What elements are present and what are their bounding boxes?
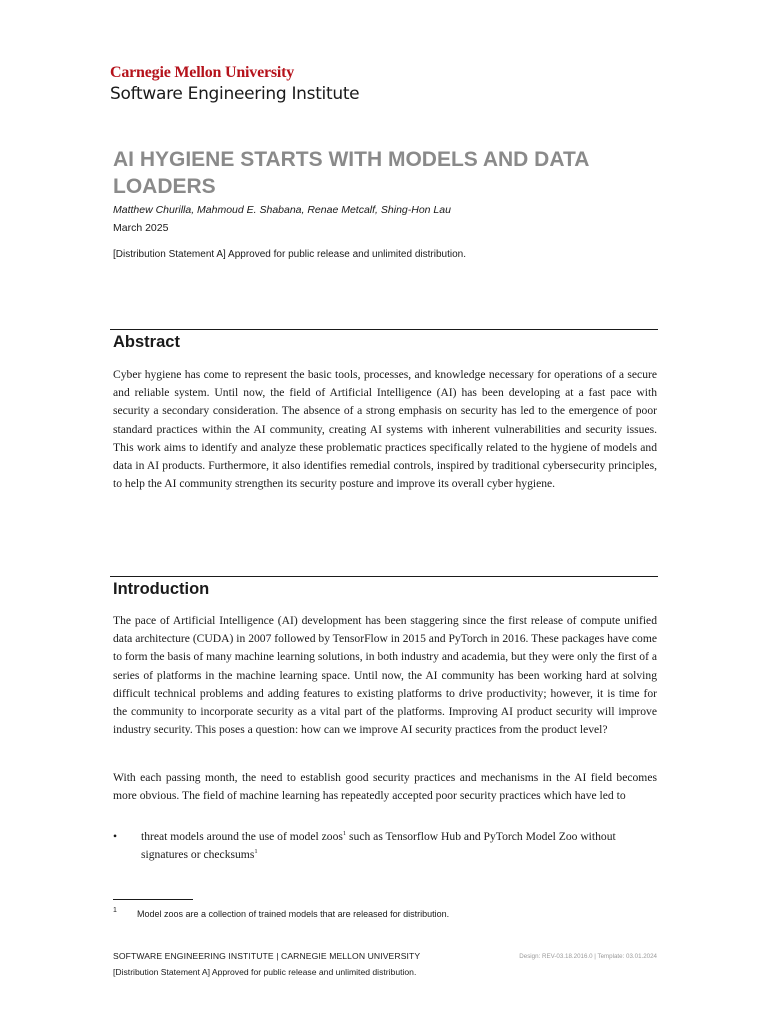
footer-institution: SOFTWARE ENGINEERING INSTITUTE | CARNEGIE MELLON UNIVERSITY bbox=[113, 951, 421, 961]
introduction-paragraph-2: With each passing month, the need to establish good security practices and mechanisms in the AI field becomes more obvious. The field of machine learning has repeatedly accepted poor security practices which have led to bbox=[113, 771, 657, 803]
abstract-text: Cyber hygiene has come to represent the basic tools, processes, and knowledge necessary for operations of a secure and reliable system. Until now, the field of Artificial Intelligence (AI) has been developing at a fast pace with security a secondary consideration. The absence of a strong emphasis on security has led to the emergence of poor standard practices within the AI community, creating AI systems with inherent vulnerabilities and security issues. This work aims to identify and analyze these problematic practices specifically related to the hygiene of models and data in AI products. Furthermore, it also identifies remedial controls, inspired by traditional cybersecurity principles, to help the AI community strengthen its security posture and improve its overall cyber hygiene. bbox=[113, 368, 657, 491]
footnote-ref[interactable]: 1 bbox=[254, 848, 258, 856]
footnote-text: Model zoos are a collection of trained models that are released for distribution. bbox=[137, 909, 450, 919]
footer-distribution: [Distribution Statement A] Approved for public release and unlimited distribution. bbox=[113, 967, 417, 977]
introduction-paragraph-1: The pace of Artificial Intelligence (AI) development has been staggering since the first release of compute unified data architecture (CUDA) in 2007 followed by TensorFlow in 2015 and PyTorch in 2016. These packages have come to form the basis of many machine learning solutions, in both industry and academia, but they were only the first of a series of platforms in the machine learning space. Until now, the AI community has been working hard at solving difficult technical problems and adding features to existing platforms to drive productivity; however, it is time for the community to incorporate security as a vital part of the platforms. Improving AI product security will improve industry security. This poses a question: how can we improve AI security practices from the product level? bbox=[113, 614, 658, 737]
bullet-text-after: such as Tensorflow Hub and PyTorch Model Zoo without signatures or checksums bbox=[141, 830, 616, 862]
sei-logo: Software Engineering Institute bbox=[110, 84, 360, 104]
abstract-divider bbox=[110, 329, 658, 330]
introduction-heading: Introduction bbox=[113, 580, 210, 598]
footnote-ref[interactable]: 1 bbox=[342, 830, 347, 837]
introduction-divider bbox=[110, 576, 658, 577]
publication-date: March 2025 bbox=[113, 222, 169, 234]
authors: Matthew Churilla, Mahmoud E. Shabana, Renae Metcalf, Shing-Hon Lau bbox=[113, 204, 451, 216]
footer-template-info: Design: REV-03.18.2016.0 | Template: 03.01.2024 bbox=[519, 953, 657, 960]
abstract-heading: Abstract bbox=[113, 333, 180, 351]
bullet-text-before: threat models around the use of model zoos bbox=[141, 830, 343, 843]
document-title: AI HYGIENE STARTS WITH MODELS AND DATA LOADERS bbox=[113, 148, 589, 198]
distribution-statement: [Distribution Statement A] Approved for public release and unlimited distribution. bbox=[113, 249, 466, 260]
bullet-icon: • bbox=[113, 830, 118, 843]
bullet-text bbox=[141, 828, 641, 864]
cmu-logo: Carnegie Mellon University bbox=[110, 64, 295, 81]
footnote-number: 1 bbox=[113, 907, 117, 914]
footnote-divider bbox=[113, 899, 193, 900]
